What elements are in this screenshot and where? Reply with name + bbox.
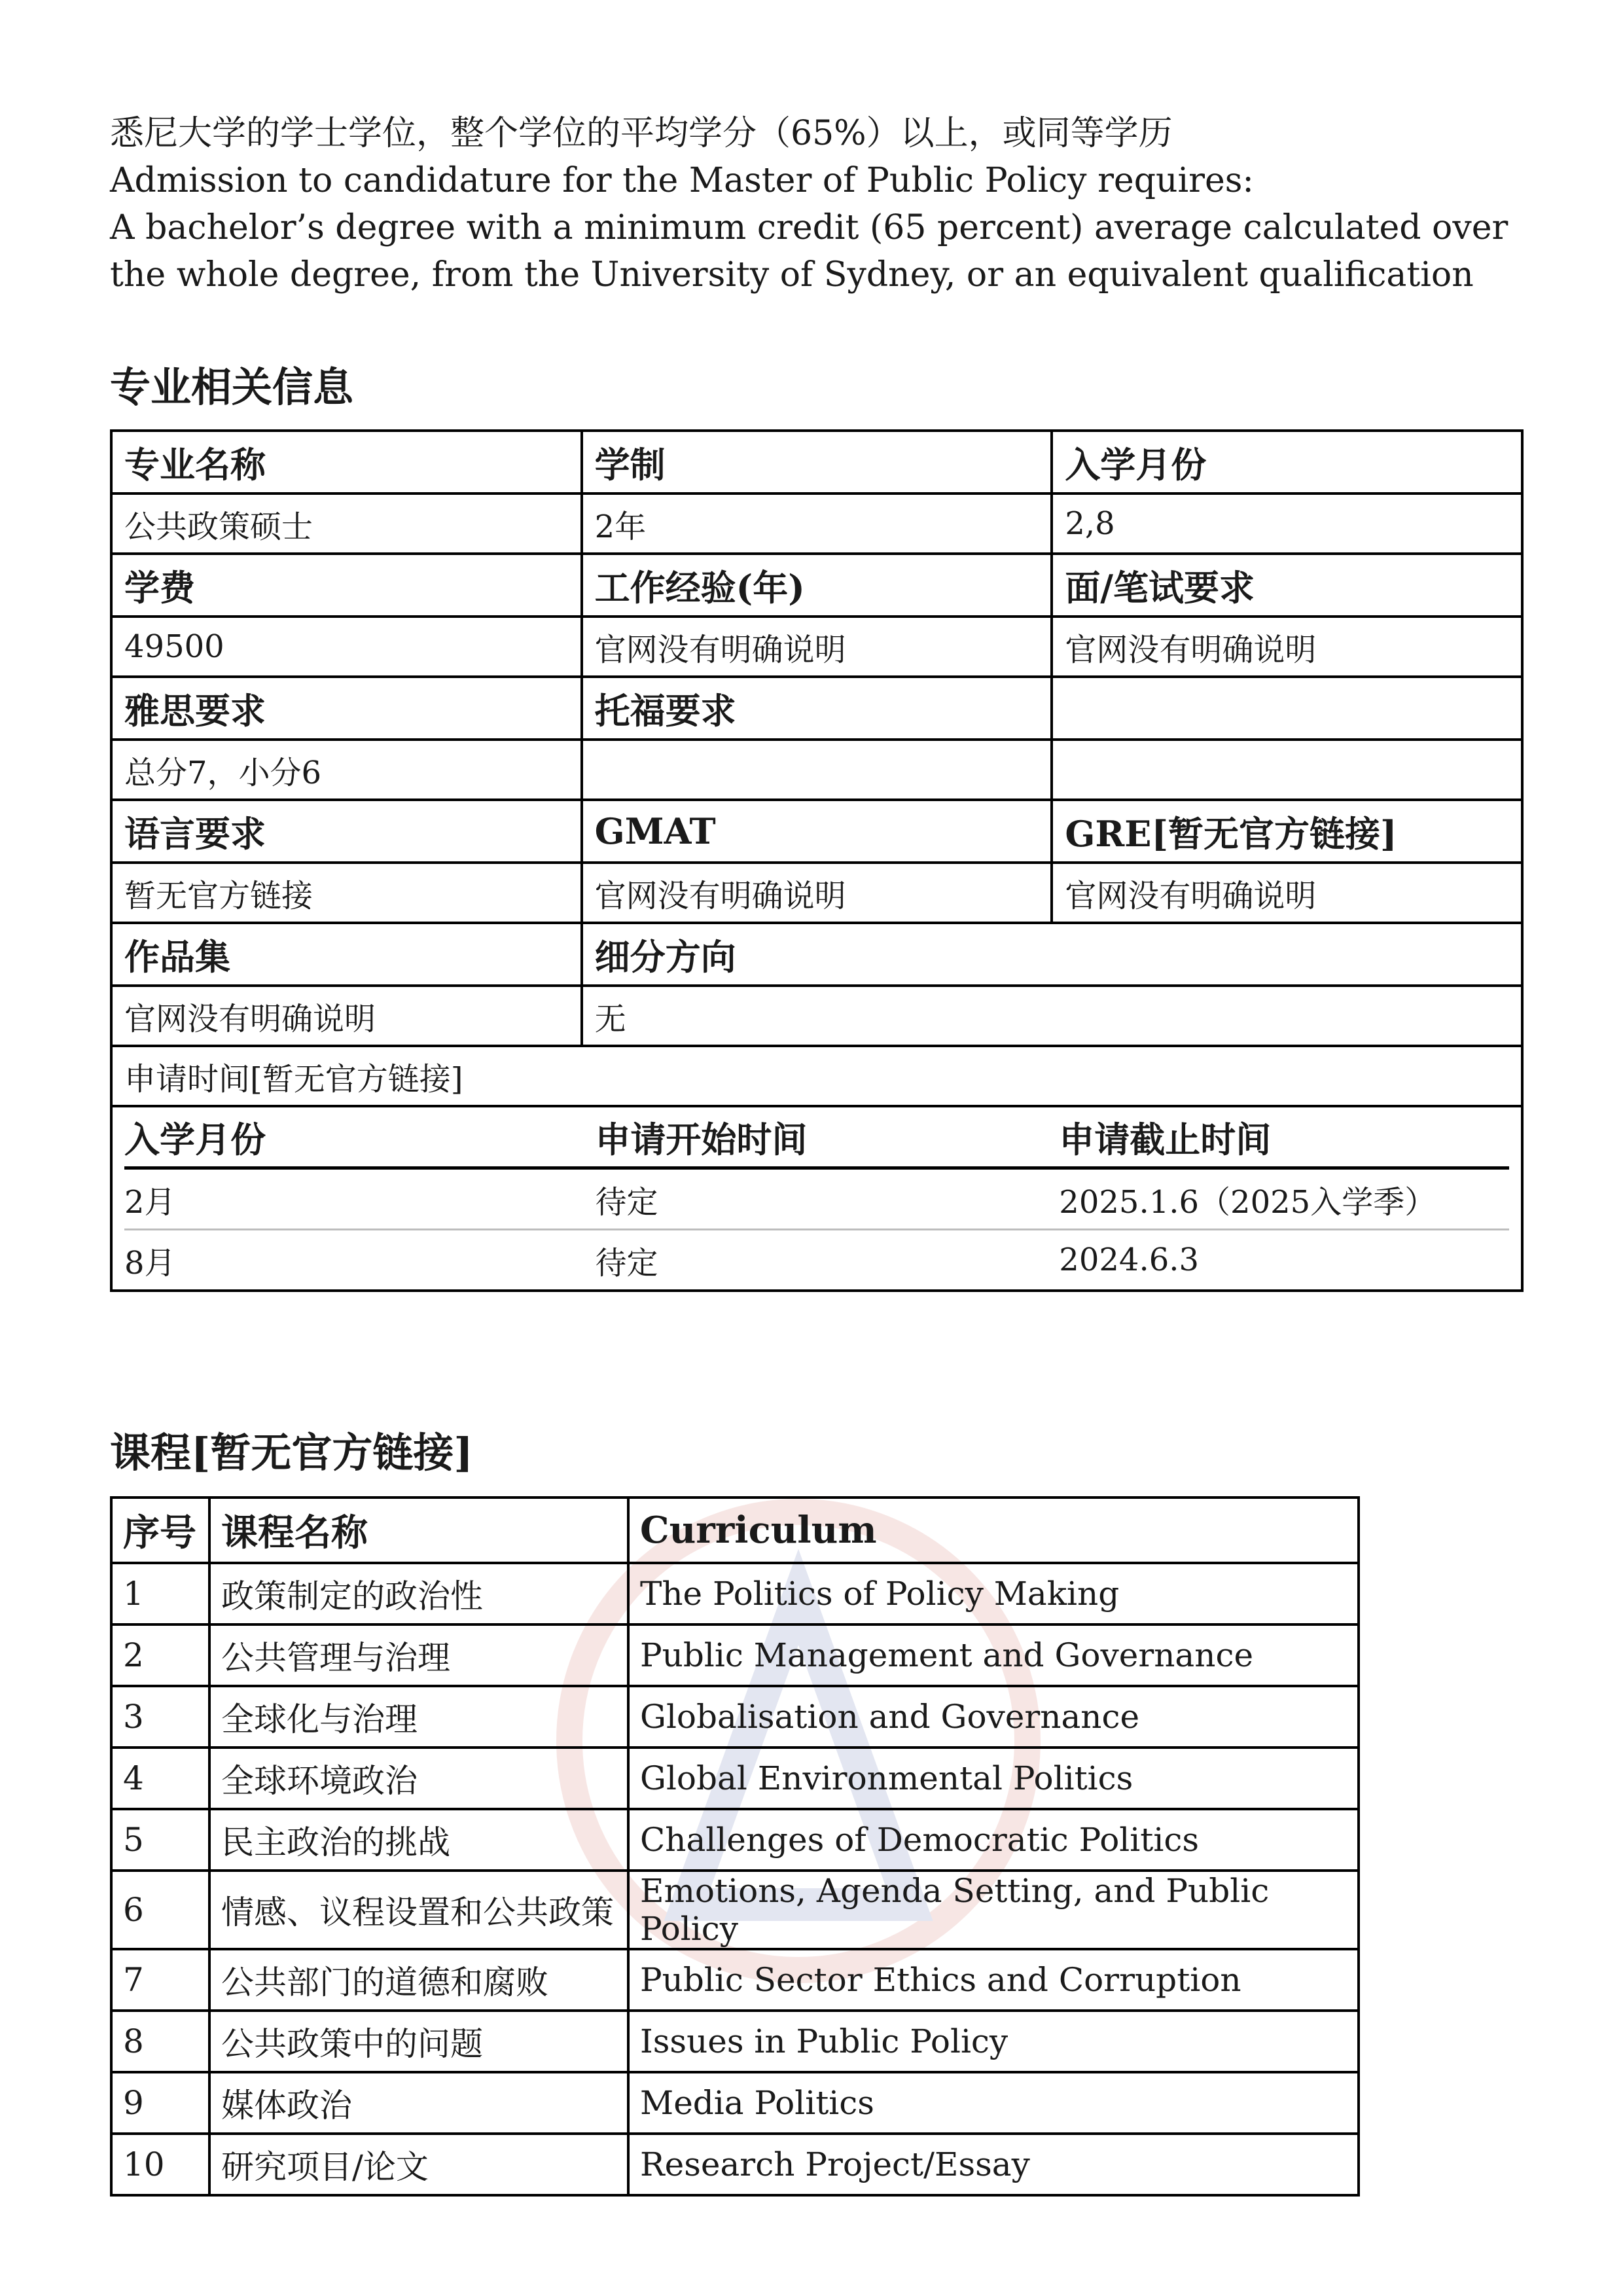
course-name-cn: 公共部门的道德和腐败 bbox=[209, 1949, 628, 2011]
program-info-table bbox=[110, 429, 1524, 1292]
empty-cell bbox=[1052, 740, 1522, 800]
table-row bbox=[111, 800, 1522, 863]
table-row bbox=[111, 2072, 1359, 2134]
course-name-cn: 公共政策中的问题 bbox=[209, 2011, 628, 2072]
header-course-name: 课程名称 bbox=[209, 1498, 628, 1563]
table-row bbox=[111, 677, 1522, 740]
value-ielts: 总分7，小分6 bbox=[111, 740, 582, 800]
course-name-en: Public Sector Ethics and Corruption bbox=[628, 1949, 1359, 2011]
course-index: 1 bbox=[111, 1563, 209, 1624]
table-row bbox=[111, 1686, 1359, 1748]
empty-cell bbox=[1052, 677, 1522, 740]
table-row bbox=[111, 617, 1522, 677]
value-duration: 2年 bbox=[582, 493, 1052, 554]
table-row bbox=[111, 740, 1522, 800]
course-name-cn: 媒体政治 bbox=[209, 2072, 628, 2134]
course-name-en: Media Politics bbox=[628, 2072, 1359, 2134]
intro-chinese: 悉尼大学的学士学位，整个学位的平均学分（65%）以上，或同等学历 bbox=[110, 114, 1173, 153]
table-row bbox=[111, 1046, 1522, 1106]
label-gmat: GMAT bbox=[582, 800, 1052, 863]
course-name-en: Emotions, Agenda Setting, and Public Policy bbox=[628, 1871, 1359, 1949]
schedule-start: 待定 bbox=[595, 1244, 658, 1282]
schedule-header-start: 申请开始时间 bbox=[595, 1107, 1059, 1168]
table-row bbox=[111, 1106, 1522, 1291]
schedule-header-row bbox=[124, 1107, 1509, 1168]
schedule-deadline: 2025.1.6（2025入学季） bbox=[1059, 1168, 1509, 1230]
table-row bbox=[111, 493, 1522, 554]
table-row bbox=[111, 1871, 1359, 1949]
value-work-experience: 官网没有明确说明 bbox=[582, 617, 1052, 677]
course-name-cn: 公共管理与治理 bbox=[209, 1624, 628, 1686]
label-tuition: 学费 bbox=[111, 554, 582, 617]
table-row bbox=[111, 863, 1522, 923]
table-row bbox=[111, 2011, 1359, 2072]
label-gre: GRE[暂无官方链接] bbox=[1052, 800, 1522, 863]
label-ielts: 雅思要求 bbox=[111, 677, 582, 740]
schedule-intake: 8月 bbox=[124, 1244, 176, 1282]
label-program-name: 专业名称 bbox=[111, 431, 582, 493]
value-interview: 官网没有明确说明 bbox=[1052, 617, 1522, 677]
course-name-cn: 研究项目/论文 bbox=[209, 2134, 628, 2195]
header-index: 序号 bbox=[111, 1498, 209, 1563]
schedule-header-deadline: 申请截止时间 bbox=[1059, 1107, 1509, 1168]
course-name-en: Public Management and Governance bbox=[628, 1624, 1359, 1686]
value-gmat: 官网没有明确说明 bbox=[582, 863, 1052, 923]
intro-english-requirement: A bachelor’s degree with a minimum credit (65 percent) average calculated over the whole degree, from the University of Sydney, or an equivalent qualification bbox=[110, 208, 1508, 295]
schedule-deadline: 2024.6.3 bbox=[1059, 1242, 1200, 1278]
course-name-cn: 全球化与治理 bbox=[209, 1686, 628, 1748]
label-specialization: 细分方向 bbox=[582, 923, 1522, 986]
label-work-experience: 工作经验(年) bbox=[582, 554, 1052, 617]
table-header-row bbox=[111, 1498, 1359, 1563]
value-gre: 官网没有明确说明 bbox=[1052, 863, 1522, 923]
table-row bbox=[111, 1949, 1359, 2011]
course-index: 9 bbox=[111, 2072, 209, 2134]
course-index: 7 bbox=[111, 1949, 209, 2011]
course-index: 5 bbox=[111, 1809, 209, 1871]
curriculum-table bbox=[110, 1496, 1360, 2197]
schedule-intake: 2月 bbox=[124, 1168, 595, 1230]
application-schedule bbox=[124, 1107, 1509, 1289]
table-row bbox=[111, 986, 1522, 1046]
schedule-row bbox=[124, 1230, 1509, 1290]
course-name-cn: 政策制定的政治性 bbox=[209, 1563, 628, 1624]
table-row bbox=[111, 431, 1522, 493]
course-name-en: Global Environmental Politics bbox=[628, 1748, 1359, 1809]
course-name-en: Issues in Public Policy bbox=[628, 2011, 1359, 2072]
value-tuition: 49500 bbox=[111, 617, 582, 677]
course-name-cn: 情感、议程设置和公共政策 bbox=[209, 1871, 628, 1949]
value-intake-month: 2,8 bbox=[1052, 493, 1522, 554]
table-row bbox=[111, 1748, 1359, 1809]
intro-block bbox=[110, 110, 1524, 298]
application-time-label: 申请时间[暂无官方链接] bbox=[111, 1046, 1522, 1106]
header-curriculum: Curriculum bbox=[628, 1498, 1359, 1563]
table-row bbox=[111, 1624, 1359, 1686]
course-name-en: Research Project/Essay bbox=[628, 2134, 1359, 2195]
schedule-row bbox=[124, 1168, 1509, 1230]
table-row bbox=[111, 923, 1522, 986]
table-row bbox=[111, 1563, 1359, 1624]
value-portfolio: 官网没有明确说明 bbox=[111, 986, 582, 1046]
course-index: 10 bbox=[111, 2134, 209, 2195]
program-info-title: 专业相关信息 bbox=[110, 363, 354, 411]
course-name-en: Globalisation and Governance bbox=[628, 1686, 1359, 1748]
curriculum-title: 课程[暂无官方链接] bbox=[110, 1429, 473, 1477]
course-name-en: The Politics of Policy Making bbox=[628, 1563, 1359, 1624]
table-row bbox=[111, 2134, 1359, 2195]
label-language: 语言要求 bbox=[111, 800, 582, 863]
table-row bbox=[111, 1809, 1359, 1871]
schedule-start: 待定 bbox=[595, 1168, 1059, 1230]
intro-english-line: Admission to candidature for the Master of Public Policy requires: bbox=[110, 161, 1254, 200]
label-toefl: 托福要求 bbox=[582, 677, 1052, 740]
value-language: 暂无官方链接 bbox=[111, 863, 582, 923]
application-schedule-cell bbox=[111, 1106, 1522, 1291]
course-name-en: Challenges of Democratic Politics bbox=[628, 1809, 1359, 1871]
course-index: 2 bbox=[111, 1624, 209, 1686]
table-row bbox=[111, 554, 1522, 617]
course-index: 6 bbox=[111, 1871, 209, 1949]
label-intake-month: 入学月份 bbox=[1052, 431, 1522, 493]
label-portfolio: 作品集 bbox=[111, 923, 582, 986]
course-index: 3 bbox=[111, 1686, 209, 1748]
course-index: 8 bbox=[111, 2011, 209, 2072]
course-name-cn: 民主政治的挑战 bbox=[209, 1809, 628, 1871]
course-index: 4 bbox=[111, 1748, 209, 1809]
value-program-name: 公共政策硕士 bbox=[111, 493, 582, 554]
schedule-header-intake: 入学月份 bbox=[124, 1107, 595, 1168]
course-name-cn: 全球环境政治 bbox=[209, 1748, 628, 1809]
label-interview: 面/笔试要求 bbox=[1052, 554, 1522, 617]
label-duration: 学制 bbox=[582, 431, 1052, 493]
value-toefl bbox=[582, 740, 1052, 800]
value-specialization: 无 bbox=[582, 986, 1522, 1046]
